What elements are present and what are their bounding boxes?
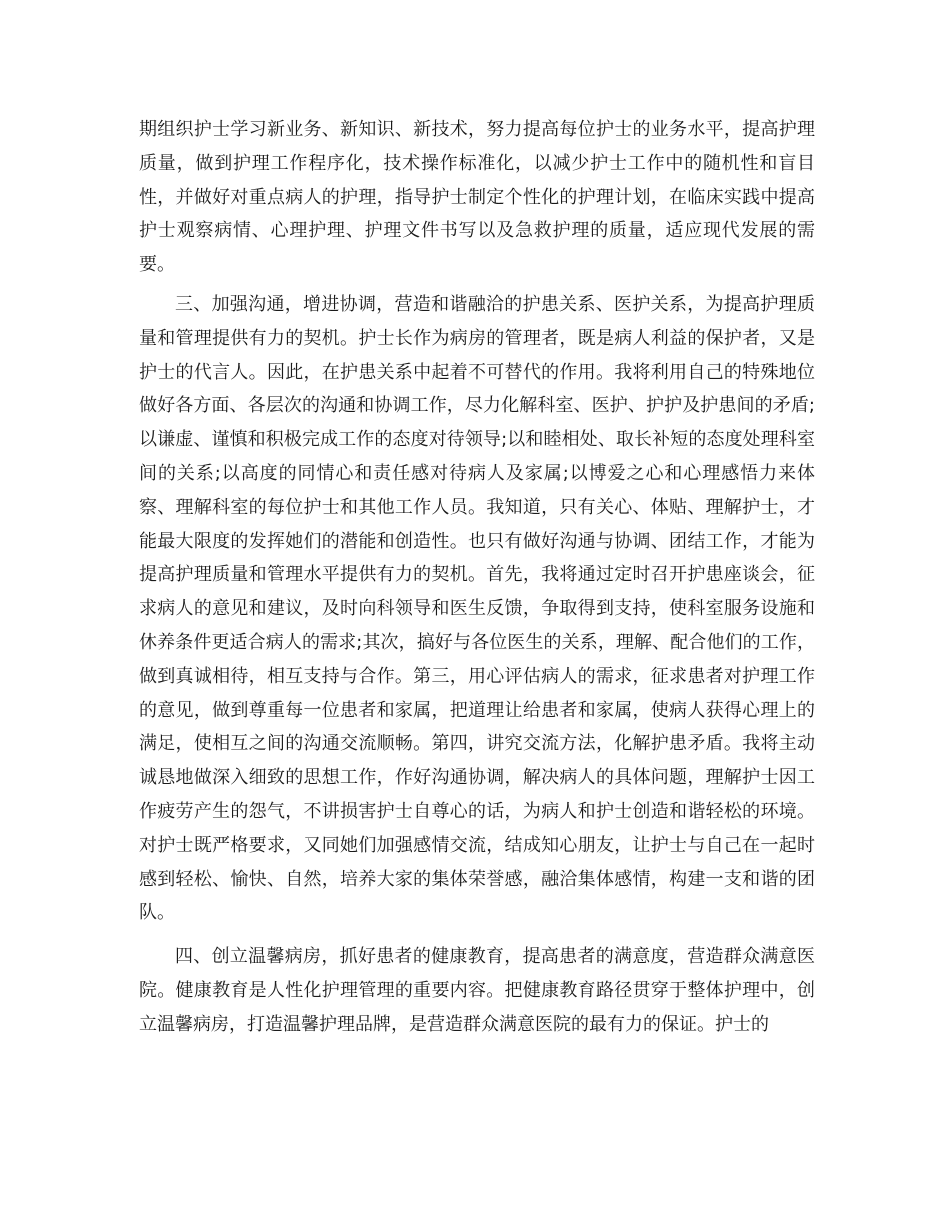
paragraph-section-three: 三、加强沟通，增进协调，营造和谐融洽的护患关系、医护关系，为提高护理质量和管理提供有力的契机。护士长作为病房的管理者，既是病人利益的保护者，又是护士的代言人。因此，在护患关系中起着不可替代的作用。我将利用自己的特殊地位做好各方面、各层次的沟通和协调工作，尽力化解科室、医护、护护及护患间的矛盾;以谦虚、谨慎和积极完成工作的态度对待领导;以和睦相处、取长补短的态度处理科室间的关系;以高度的同情心和责任感对待病人及家属;以博爱之心和心理感悟力来体察、理解科室的每位护士和其他工作人员。我知道，只有关心、体贴、理解护士，才能最大限度的发挥她们的潜能和创造性。也只有做好沟通与协调、团结工作，才能为提高护理质量和管理水平提供有力的契机。首先，我将通过定时召开护患座谈会，征求病人的意见和建议，及时向科领导和医生反馈，争取得到支持，使科室服务设施和休养条件更适合病人的需求;其次，搞好与各位医生的关系，理解、配合他们的工作，做到真诚相待，相互支持与合作。第三，用心评估病人的需求，征求患者对护理工作的意见，做到尊重每一位患者和家属，把道理让给患者和家属，使病人获得心理上的满足，使相互之间的沟通交流顺畅。第四，讲究交流方法，化解护患矛盾。我将主动诚恳地做深入细致的思想工作，作好沟通协调，解决病人的具体问题，理解护士因工作疲劳产生的怨气，不讲损害护士自尊心的话，为病人和护士创造和谐轻松的环境。对护士既严格要求，又同她们加强感情交流，结成知心朋友，让护士与自己在一起时感到轻松、愉快、自然，培养大家的集体荣誉感，融洽集体感情，构建一支和谐的团队。 [139, 293, 815, 924]
paragraph-section-four: 四、创立温馨病房，抓好患者的健康教育，提高患者的满意度，营造群众满意医院。健康教育是人性化护理管理的重要内容。把健康教育路径贯穿于整体护理中，创立温馨病房，打造温馨护理品牌，是营造群众满意医院的最有力的保证。护士的 [139, 946, 815, 1035]
paragraph-continuation: 期组织护士学习新业务、新知识、新技术，努力提高每位护士的业务水平，提高护理质量，做到护理工作程序化，技术操作标准化，以减少护士工作中的随机性和盲目性，并做好对重点病人的护理，指导护士制定个性化的护理计划，在临床实践中提高护士观察病情、心理护理、护理文件书写以及急救护理的质量，适应现代发展的需要。 [139, 119, 815, 276]
document-body [139, 113, 815, 1042]
